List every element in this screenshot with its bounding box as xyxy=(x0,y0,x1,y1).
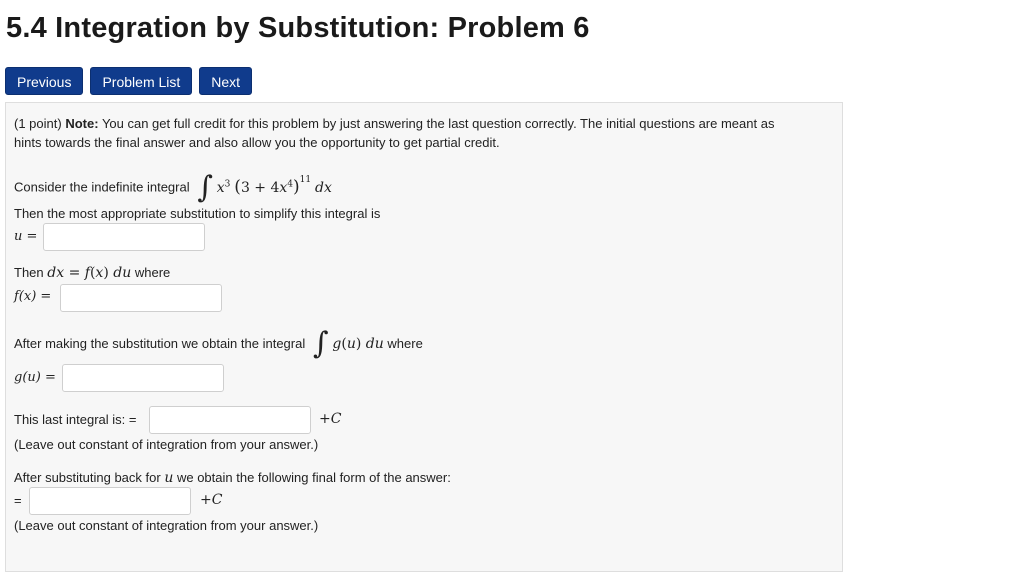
dx-statement xyxy=(14,265,170,281)
note-text: You can get full credit for this problem by just answering the last question correctly. The initial questions are meant as xyxy=(101,116,775,131)
points-label: (1 point) xyxy=(14,116,62,131)
u-variable: u xyxy=(164,470,174,486)
gu-input[interactable] xyxy=(62,364,224,392)
leave-out-note: (Leave out constant of integration from your answer.) xyxy=(14,437,319,452)
u-input[interactable] xyxy=(43,223,205,251)
fx-input[interactable] xyxy=(60,284,222,312)
navigation-bar xyxy=(5,67,252,95)
last-integral-input[interactable] xyxy=(149,406,311,434)
after-back-statement xyxy=(14,470,451,486)
next-button[interactable]: Next xyxy=(199,67,252,95)
after-back-label-2: we obtain the following final form of the answer: xyxy=(176,470,451,485)
equals-label: = xyxy=(14,493,22,508)
then-where-label: where xyxy=(134,265,171,280)
after-sub-label: After making the substitution we obtain the integral xyxy=(14,336,306,351)
then-label: Then xyxy=(14,265,44,280)
previous-button[interactable]: Previous xyxy=(5,67,83,95)
after-back-label-1: After substituting back for xyxy=(14,470,161,485)
gu-integral-expression: ∫ g(u) du xyxy=(312,326,384,362)
integrand-expression: ∫ $x^3$ $(3 + 4x^4)^{11}$ dx xyxy=(197,169,332,205)
note-label: Note: xyxy=(65,116,99,131)
plus-c-label: +C xyxy=(319,411,342,427)
note-line-1 xyxy=(14,116,774,131)
u-label: u = xyxy=(14,229,38,244)
dx-equation: dx = f(x) du xyxy=(47,265,132,281)
fx-label: f(x) = xyxy=(14,289,52,304)
final-answer-input[interactable] xyxy=(29,487,191,515)
note-line-2: hints towards the final answer and also allow you the opportunity to get partial credit. xyxy=(14,135,500,150)
substitution-prompt: Then the most appropriate substitution to simplify this integral is xyxy=(14,206,381,221)
problem-list-button[interactable]: Problem List xyxy=(90,67,192,95)
problem-panel xyxy=(5,102,843,572)
after-where-label: where xyxy=(387,336,423,351)
after-sub-statement xyxy=(14,325,423,361)
consider-label: Consider the indefinite integral xyxy=(14,179,190,195)
gu-label: g(u) = xyxy=(14,370,56,385)
page-title: 5.4 Integration by Substitution: Problem 6 xyxy=(6,12,590,44)
leave-out-note-2: (Leave out constant of integration from your answer.) xyxy=(14,518,319,533)
plus-c-label-2: +C xyxy=(200,492,223,508)
last-integral-label: This last integral is: = xyxy=(14,412,137,427)
integral-statement xyxy=(14,167,332,205)
